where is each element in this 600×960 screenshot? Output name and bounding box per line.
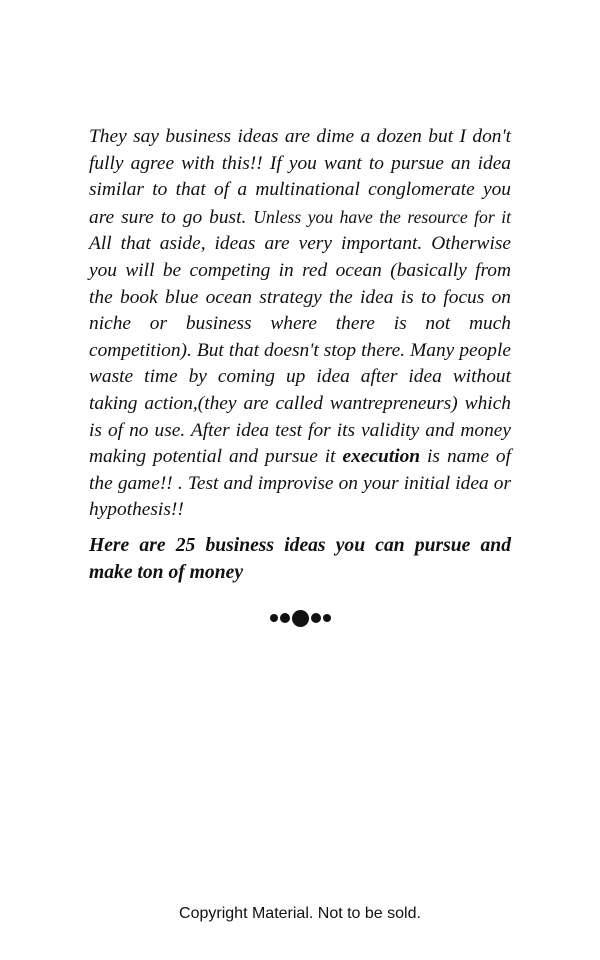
section-heading: Here are 25 business ideas you can pursue and make ton of money — [89, 534, 511, 583]
body-paragraph — [89, 124, 511, 524]
paragraph-bold-word: execution — [342, 446, 421, 468]
paragraph-text-4: is name of the game!! . Test and improvise on your initial idea or hypothesis!! — [89, 446, 512, 521]
paragraph-text-2: Unless you have the resource for it — [253, 206, 511, 227]
ornament-dot — [311, 613, 321, 623]
ornament-dot — [323, 614, 331, 622]
ornament-dot — [292, 610, 309, 627]
copyright-footer: Copyright Material. Not to be sold. — [179, 905, 421, 922]
paragraph-text-1: They say business ideas are dime a dozen but I don't fully agree with this!! If you want to pursue an idea similar to that of a multinational conglomerate you are sure to go bust. — [89, 126, 511, 228]
page-body — [89, 124, 511, 586]
paragraph-text-3: All that aside, ideas are very important. Otherwise you will be competing in red ocean (basically from the book blue ocean strategy the idea is to focus on niche or business where there is not much competition). But that doesn't stop there. Many people waste time by coming up idea after idea without taking action,(they are called wantrepreneurs) which is of no use. After idea test for its validity and money making potential and pursue it — [89, 233, 511, 468]
five-dot-ornament-icon — [0, 607, 600, 629]
ornament-dot — [280, 613, 290, 623]
ornament-dot — [270, 614, 278, 622]
